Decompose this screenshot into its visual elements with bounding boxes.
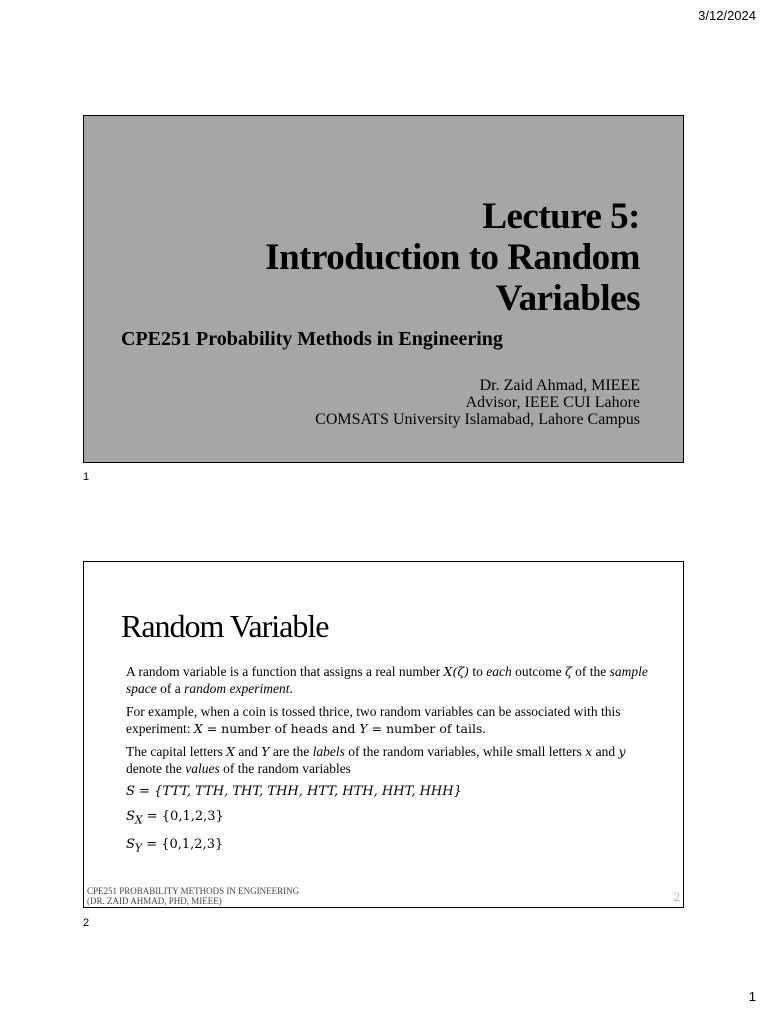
slide-2-body xyxy=(126,664,656,865)
author-line: Advisor, IEEE CUI Lahore xyxy=(465,394,640,411)
title-line: Variables xyxy=(495,278,640,319)
example-paragraph: For example, when a coin is tossed thrice, two random variables can be associated with this experiment: X = number of heads and Y = number of tails. xyxy=(126,704,621,736)
notation-paragraph: The capital letters X and Y are the labels of the random variables, while small letters x and y denote the values of the random variables xyxy=(126,744,626,776)
page-number: 1 xyxy=(748,989,756,1004)
sy-set: $S_Y = \{0,1,2,3\}$ xyxy=(126,836,224,855)
footer-line: (DR. ZAID AHMAD, PHD, MIEEE) xyxy=(87,896,222,906)
slide-1-title xyxy=(265,196,640,319)
author-line: COMSATS University Islamabad, Lahore Campus xyxy=(315,411,640,428)
slide-2-title: Random Variable xyxy=(121,608,329,644)
author-block xyxy=(315,377,640,428)
slide-2 xyxy=(83,561,684,908)
slide-2-number: 2 xyxy=(83,917,90,929)
title-line: Lecture 5: xyxy=(482,196,640,237)
slide-2-inner-number: 2 xyxy=(673,889,680,904)
slide-1-subtitle: CPE251 Probability Methods in Engineering xyxy=(121,328,503,350)
slide-1 xyxy=(83,115,684,463)
print-date: 3/12/2024 xyxy=(698,8,756,23)
slide-2-footer xyxy=(87,886,299,906)
definition-paragraph: A random variable is a function that assigns a real number X(ζ) to each outcome ζ of the sample space of a random experiment. xyxy=(126,664,648,696)
sample-space-set: S = {TTT, TTH, THT, THH, HTT, HTH, HHT, HHH} xyxy=(126,784,462,799)
footer-line: CPE251 PROBABILITY METHODS IN ENGINEERING xyxy=(87,886,300,896)
title-line: Introduction to Random xyxy=(265,237,640,278)
slide-1-number: 1 xyxy=(83,471,90,483)
author-line: Dr. Zaid Ahmad, MIEEE xyxy=(479,377,640,394)
sx-set: $S_X = \{0,1,2,3\}$ xyxy=(126,808,224,827)
